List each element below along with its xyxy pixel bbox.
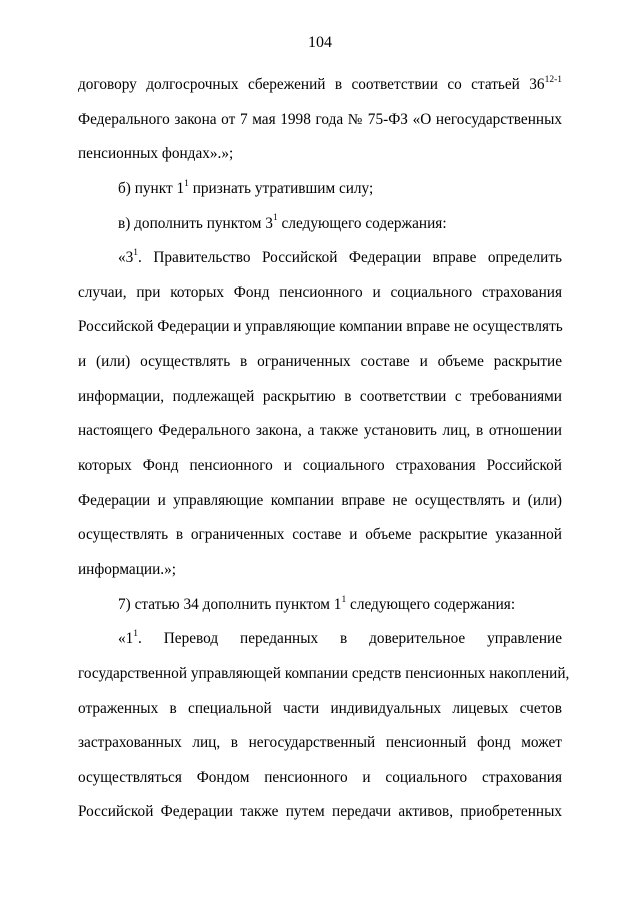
- text-line: [78, 350, 562, 385]
- text-segment: Федерального закона от 7 мая 1998 года № 75-ФЗ «О негосударственных: [78, 110, 562, 128]
- text-segment: и (или) осуществлять в ограниченных составе и объеме раскрытие: [78, 353, 562, 371]
- text-segment: в) дополнить пунктом 3: [118, 214, 273, 232]
- text-segment: пенсионных фондах».»;: [78, 145, 234, 163]
- text-line: [78, 662, 570, 697]
- text-segment: следующего содержания:: [277, 214, 447, 232]
- text-segment: застрахованных лиц, в негосударственный пенсионный фонд может: [78, 734, 562, 752]
- text-segment: б) пункт 1: [118, 179, 185, 197]
- text-segment: Российской Федерации и управляющие компании вправе не осуществлять: [78, 318, 563, 336]
- text-segment: осуществляться Фондом пенсионного и социального страхования: [78, 768, 562, 786]
- text-segment: государственной управляющей компании средств пенсионных накоплений,: [78, 664, 570, 682]
- text-segment: 7) статью 34 дополнить пунктом 1: [118, 595, 342, 613]
- text-segment: . Перевод переданных в доверительное управление: [138, 630, 562, 648]
- text-segment: «1: [118, 630, 134, 648]
- text-line: [78, 489, 562, 524]
- text-line: [78, 246, 562, 281]
- text-segment: настоящего Федерального закона, а также установить лиц, в отношении: [78, 422, 562, 440]
- document-body: [78, 73, 570, 835]
- text-line: [78, 454, 562, 489]
- text-line: [78, 593, 562, 628]
- text-line: [78, 108, 562, 143]
- page-number: 104: [308, 34, 332, 51]
- text-line: [78, 419, 562, 454]
- text-line: [78, 281, 562, 316]
- text-line: [78, 697, 562, 732]
- superscript: 1: [133, 248, 139, 259]
- text-segment: признать утратившим силу;: [188, 179, 374, 197]
- text-line: [78, 627, 562, 662]
- text-segment: информации, подлежащей раскрытию в соответствии с требованиями: [78, 387, 562, 405]
- text-segment: «3: [118, 249, 134, 267]
- text-segment: . Правительство Российской Федерации вправе определить: [138, 249, 562, 267]
- text-line: [78, 315, 562, 350]
- text-line: [78, 73, 562, 108]
- text-line: [78, 800, 562, 835]
- superscript: 12-1: [544, 74, 562, 85]
- text-line: [78, 142, 562, 177]
- text-segment: Федерации и управляющие компании вправе не осуществлять и (или): [78, 491, 562, 509]
- text-segment: осуществлять в ограниченных составе и объеме раскрытие указанной: [78, 526, 562, 544]
- text-segment: информации.»;: [78, 560, 176, 578]
- text-line: [78, 177, 562, 212]
- text-line: [78, 385, 562, 420]
- text-segment: отраженных в специальной части индивидуальных лицевых счетов: [78, 699, 562, 717]
- text-segment: Российской Федерации также путем передачи активов, приобретенных: [78, 803, 562, 821]
- text-segment: следующего содержания:: [346, 595, 516, 613]
- text-line: [78, 731, 562, 766]
- superscript: 1: [272, 213, 278, 224]
- superscript: 1: [133, 629, 139, 640]
- text-line: [78, 523, 562, 558]
- superscript: 1: [341, 594, 347, 605]
- text-line: [78, 766, 562, 801]
- text-segment: договору долгосрочных сбережений в соответствии со статьей 36: [78, 76, 545, 93]
- text-segment: случаи, при которых Фонд пенсионного и социального страхования: [78, 283, 562, 301]
- text-line: [78, 212, 562, 247]
- text-line: [78, 558, 562, 593]
- superscript: 1: [184, 178, 189, 189]
- text-segment: которых Фонд пенсионного и социального страхования Российской: [78, 457, 562, 475]
